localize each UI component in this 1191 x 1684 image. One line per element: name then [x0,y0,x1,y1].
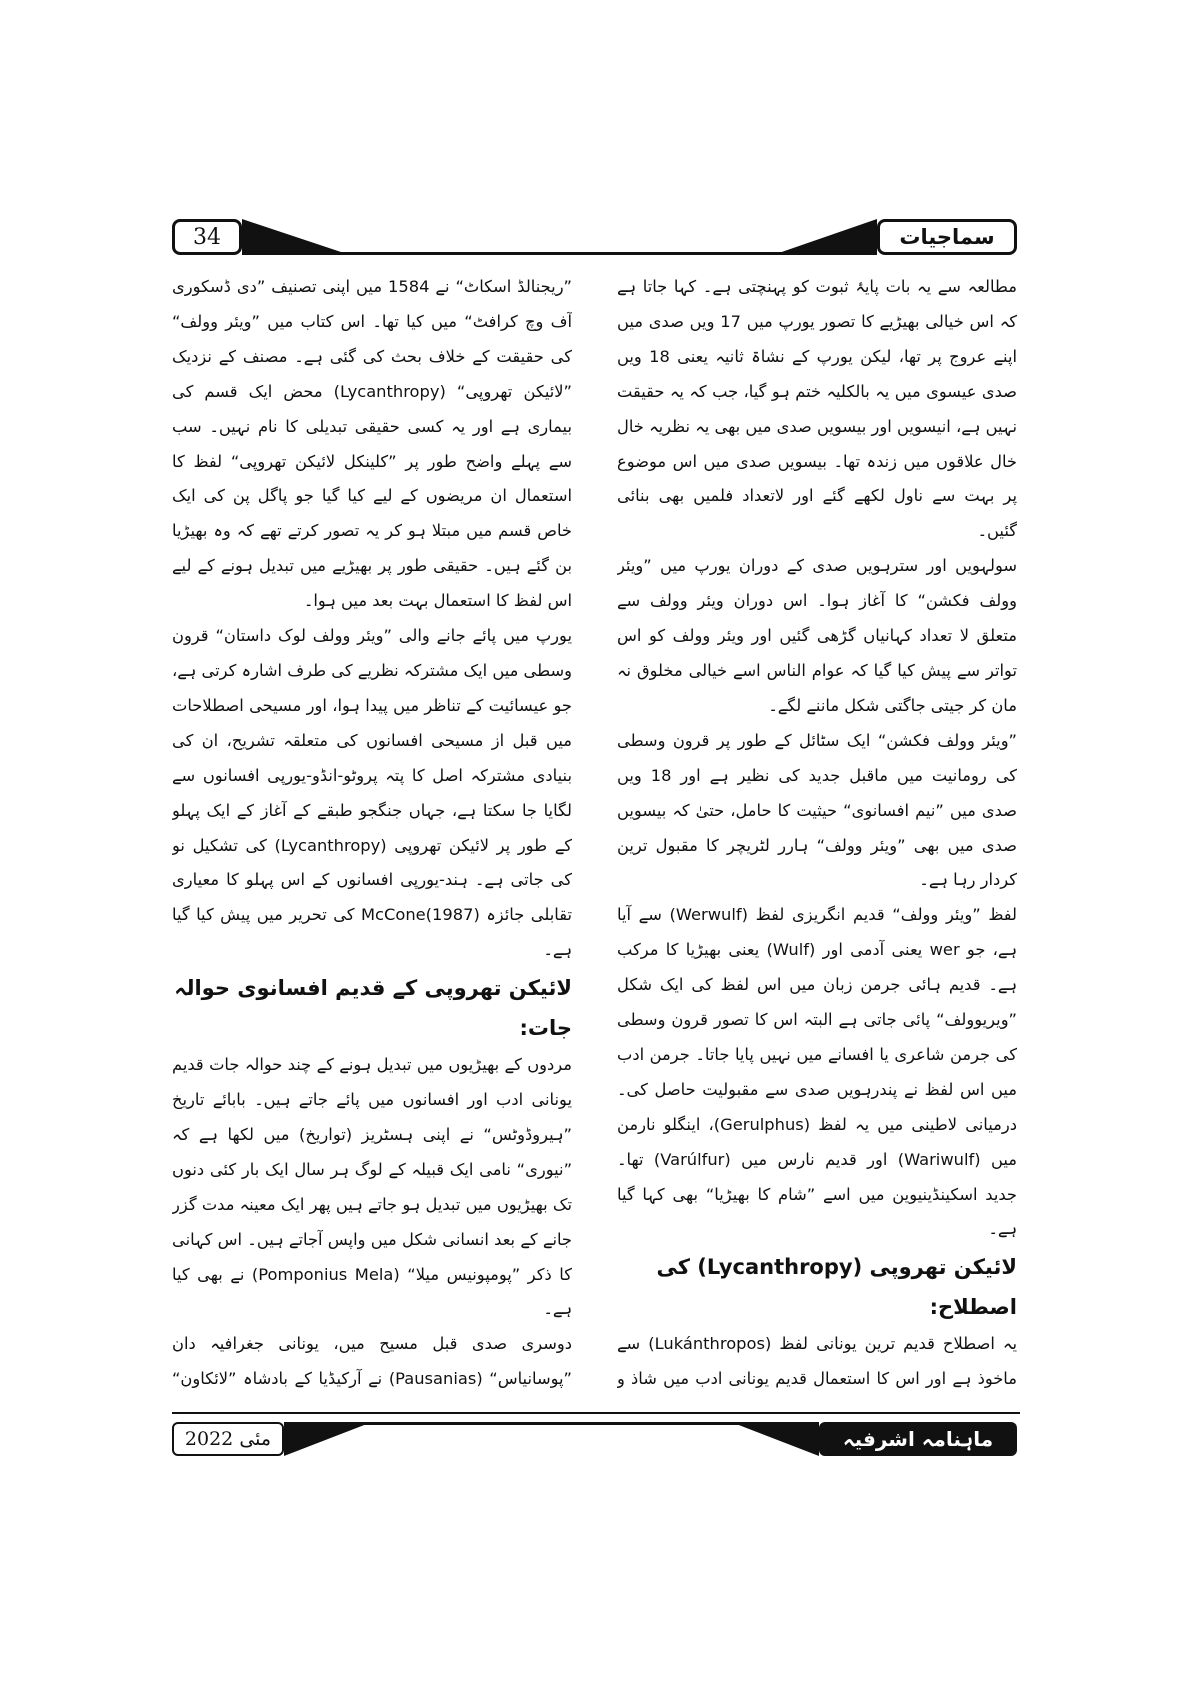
right-heading-lycanthropy-term: لائیکن تھروپی (Lycanthropy) کی اصطلاح: [656,1255,1017,1320]
left-heading-ancient-references: لائیکن تھروپی کے قدیم افسانوی حوالہ جات: [174,976,572,1041]
left-paragraph-2: یورپ میں پائے جانے والی ”ویئر وولف لوک داستان“ قرون وسطی میں ایک مشترکہ نظریے کی طرف اشارہ کرتی ہے، جو عیسائیت کے تناظر میں پیدا ہوا، اور مسیحی اصطلاحات میں قبل از مسیحی افسانوں کی متعلقہ تشریح، ان کی بنیادی مشترکہ اصل کا پتہ پروٹو-انڈو-یورپی افسانوں سے لگایا جا سکتا ہے، جہاں جنگجو طبقے کے آغاز کے ایک پہلو کے طور پر لائیکن تھروپی (Lycanthropy) کی تشکیل نو کی جاتی ہے۔ ہند-یورپی افسانوں کے اس پہلو کا معیاری تقابلی جائزہ McCone(1987) کی تحریر میں پیش کیا گیا ہے۔ [172,626,572,960]
right-paragraph-4: لفظ ”ویئر وولف“ قدیم انگریزی لفظ (Werwulf) سے آیا ہے، جو wer یعنی آدمی اور (Wulf) یعنی بھیڑیا کا مرکب ہے۔ قدیم ہائی جرمن زبان میں اس لفظ کی ایک شکل ”ویریوولف“ پائی جاتی ہے البتہ اس کا تصور قرون وسطی کی جرمن شاعری یا افسانے میں نہیں پایا جاتا۔ جرمن ادب میں اس لفظ نے پندرہویں صدی سے مقبولیت حاصل کی۔ درمیانی لاطینی میں یہ لفظ (Gerulphus)، اینگلو نارمن میں (Wariwulf) اور قدیم نارس میں (Varúlfur) تھا۔ جدید اسکینڈینیوین میں اسے ”شام کا بھیڑیا“ بھی کہا گیا ہے۔ [617,905,1017,1239]
right-column [617,270,1017,1392]
left-paragraph-4: دوسری صدی قبل مسیح میں، یونانی جغرافیہ دان ”پوسانیاس“ (Pausanias) نے آرکیڈیا کے بادشاہ ”لائکاون“ [172,1334,572,1389]
section-title: سماجیات [877,219,1017,255]
right-paragraph-2: سولہویں اور سترہویں صدی کے دوران یورپ میں ”ویئر وولف فکشن“ کا آغاز ہوا۔ اس دوران ویئر وولف سے متعلق لا تعداد کہانیاں گڑھی گئیں اور ویئر وولف کو اس تواتر سے پیش کیا گیا کہ عوام الناس اسے خیالی مخلوق نہ مان کر جیتی جاگتی شکل ماننے لگے۔ [617,556,1017,715]
page-number: 34 [172,219,242,255]
left-paragraph-3: مردوں کے بھیڑیوں میں تبدیل ہونے کے چند حوالہ جات قدیم یونانی ادب اور افسانوں میں پائے جاتے ہیں۔ بابائے تاریخ ”ہیروڈوٹس“ نے اپنی ہسٹریز (تواریخ) میں لکھا ہے کہ ”نیوری“ نامی ایک قبیلہ کے لوگ ہر سال ایک بار کئی دنوں تک بھیڑیوں میں تبدیل ہو جاتے ہیں پھر ایک معینہ مدت گزر جانے کے بعد انسانی شکل میں واپس آجاتے ہیں۔ اس کہانی کا ذکر ”پومپونیس میلا“ (Pomponius Mela) نے بھی کیا ہے۔ [172,1055,572,1319]
left-column [172,270,572,1392]
footer-left-wedge [284,1422,374,1456]
right-paragraph-5: یہ اصطلاح قدیم ترین یونانی لفظ (Lukánthropos) سے ماخوذ ہے اور اس کا استعمال قدیم یونانی ادب میں شاذ و [617,1334,1017,1389]
left-paragraph-1: ”ریجنالڈ اسکاٹ“ نے 1584 میں اپنی تصنیف ”دی ڈسکوری آف وچ کرافٹ“ میں کیا تھا۔ اس کتاب میں ”ویئر وولف“ کی حقیقت کے خلاف بحث کی گئی ہے۔ مصنف کے نزدیک ”لائیکن تھروپی“ (Lycanthropy) محض ایک قسم کی بیماری ہے اور یہ کسی حقیقی تبدیلی کا نام نہیں۔ سب سے پہلے واضح طور پر ”کلینکل لائیکن تھروپی“ لفظ کا استعمال ان مریضوں کے لیے کیا گیا جو پاگل پن کی ایک خاص قسم میں مبتلا ہو کر یہ تصور کرتے تھے کہ وہ بھیڑیا بن گئے ہیں۔ حقیقی طور پر بھیڑیے میں تبدیل ہونے کے لیے اس لفظ کا استعمال بہت بعد میں ہوا۔ [172,277,572,611]
footer-right-wedge [731,1422,819,1456]
issue-date: مئی 2022 [172,1422,284,1456]
header-rule [242,252,836,255]
header-left-wedge [242,219,352,255]
footer-rule [172,1412,1020,1414]
header-right-wedge [773,219,877,255]
magazine-name: ماہنامہ اشرفیہ [819,1422,1017,1456]
right-paragraph-1: مطالعہ سے یہ بات پایۂ ثبوت کو پہنچتی ہے۔ کہا جاتا ہے کہ اس خیالی بھیڑیے کا تصور یورپ میں 17 ویں صدی میں اپنے عروج پر تھا، لیکن یورپ کے نشاۃ ثانیہ یعنی 18 ویں صدی عیسوی میں یہ بالکلیہ ختم ہو گیا، جب کہ یہ حقیقت نہیں ہے، انیسویں اور بیسویں صدی میں بھی یہ نظریہ خال خال علاقوں میں زندہ تھا۔ بیسویں صدی میں اس موضوع پر بہت سے ناول لکھے گئے اور لاتعداد فلمیں بھی بنائی گئیں۔ [617,277,1017,541]
right-paragraph-3: ”ویئر وولف فکشن“ ایک سٹائل کے طور پر قرون وسطی کی رومانیت میں ماقبل جدید کی نظیر ہے اور 18 ویں صدی میں ”نیم افسانوی“ حیثیت کا حامل، حتیٰ کہ بیسویں صدی میں بھی ”ویئر وولف“ ہارر لٹریچر کا مقبول ترین کردار رہا ہے۔ [617,730,1017,890]
